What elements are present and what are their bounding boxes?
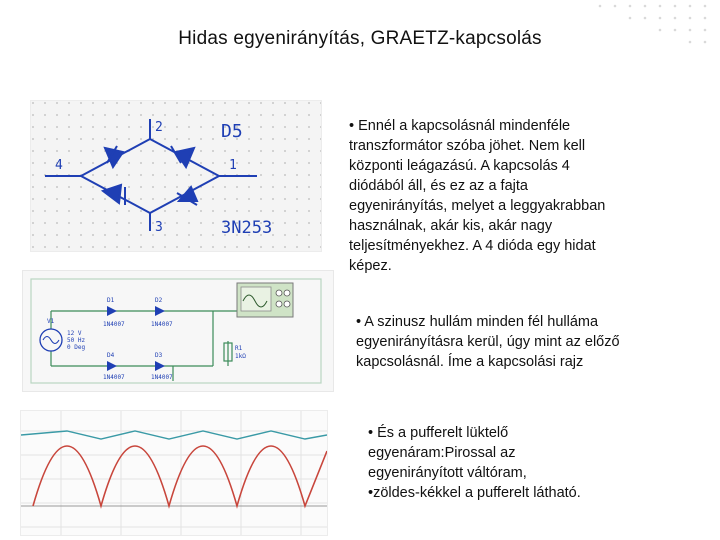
- text-line: egyenirányítás, melyet a leggyakrabban: [349, 198, 606, 214]
- paragraph-bridge-description: [349, 116, 689, 276]
- d3-label: D3: [155, 352, 163, 359]
- oscilloscope-icon: [237, 283, 293, 317]
- source-phase: 0 Deg: [67, 344, 86, 351]
- part-number: 3N253: [221, 218, 273, 238]
- text-line: •zöldes-kékkel a pufferelt látható.: [368, 485, 581, 501]
- r1-value: 1kΩ: [235, 353, 246, 360]
- r1-label: R1: [235, 345, 243, 352]
- d2-label: D2: [155, 297, 163, 304]
- d3-part: 1N4007: [151, 374, 173, 381]
- pin-label-top: 2: [155, 120, 163, 135]
- text-line: • És a pufferelt lüktelő: [368, 425, 509, 441]
- text-line: egyenáram:Pirossal az: [368, 445, 516, 461]
- d4-label: D4: [107, 352, 115, 359]
- diode-d4: [107, 361, 117, 371]
- paragraph-buffered-description: [368, 423, 678, 503]
- waveform-image: [20, 410, 328, 536]
- waveform-svg: [21, 411, 327, 535]
- d1-part: 1N4007: [103, 321, 125, 328]
- circuit-schematic-image: [22, 270, 334, 392]
- source-voltage: 12 V: [67, 330, 82, 337]
- text-line: képez.: [349, 258, 392, 274]
- text-line: • Ennél a kapcsolásnál mindenféle: [349, 118, 571, 134]
- text-line: • A szinusz hullám minden fél hulláma: [356, 314, 599, 330]
- pin-label-left: 4: [55, 158, 63, 173]
- source-label: V1: [47, 318, 55, 325]
- d1-label: D1: [107, 297, 115, 304]
- text-line: transzformátor szóba jöhet. Nem kell: [349, 138, 586, 154]
- pin-label-right: 1: [229, 158, 237, 173]
- text-line: kapcsolásnál. Íme a kapcsolási rajz: [356, 354, 584, 370]
- diode-d2: [155, 306, 165, 316]
- diode-d3: [155, 361, 165, 371]
- d4-part: 1N4007: [103, 374, 125, 381]
- text-line: egyenirányított váltóram,: [368, 465, 527, 481]
- part-label: D5: [221, 121, 243, 142]
- source-frequency: 50 Hz: [67, 337, 86, 344]
- text-line: egyenirányításra kerül, úgy mint az előző: [356, 334, 620, 350]
- bridge-diagram-image: [30, 100, 322, 252]
- text-line: teljesítményekhez. A 4 dióda egy hidat: [349, 238, 596, 254]
- text-line: használnak, akár kis, akár nagy: [349, 218, 553, 234]
- circuit-schematic-svg: [23, 271, 333, 391]
- buffered-wave: [21, 431, 327, 439]
- paragraph-sine-description: [356, 312, 696, 372]
- page-title: Hidas egyenirányítás, GRAETZ-kapcsolás: [178, 28, 542, 49]
- pin-label-bottom: 3: [155, 220, 163, 235]
- diode-d1: [107, 306, 117, 316]
- text-line: diódából áll, és ez az a fajta: [349, 178, 528, 194]
- bridge-diagram-svg: [31, 101, 321, 251]
- text-line: központi leágazású. A kapcsolás 4: [349, 158, 570, 174]
- d2-part: 1N4007: [151, 321, 173, 328]
